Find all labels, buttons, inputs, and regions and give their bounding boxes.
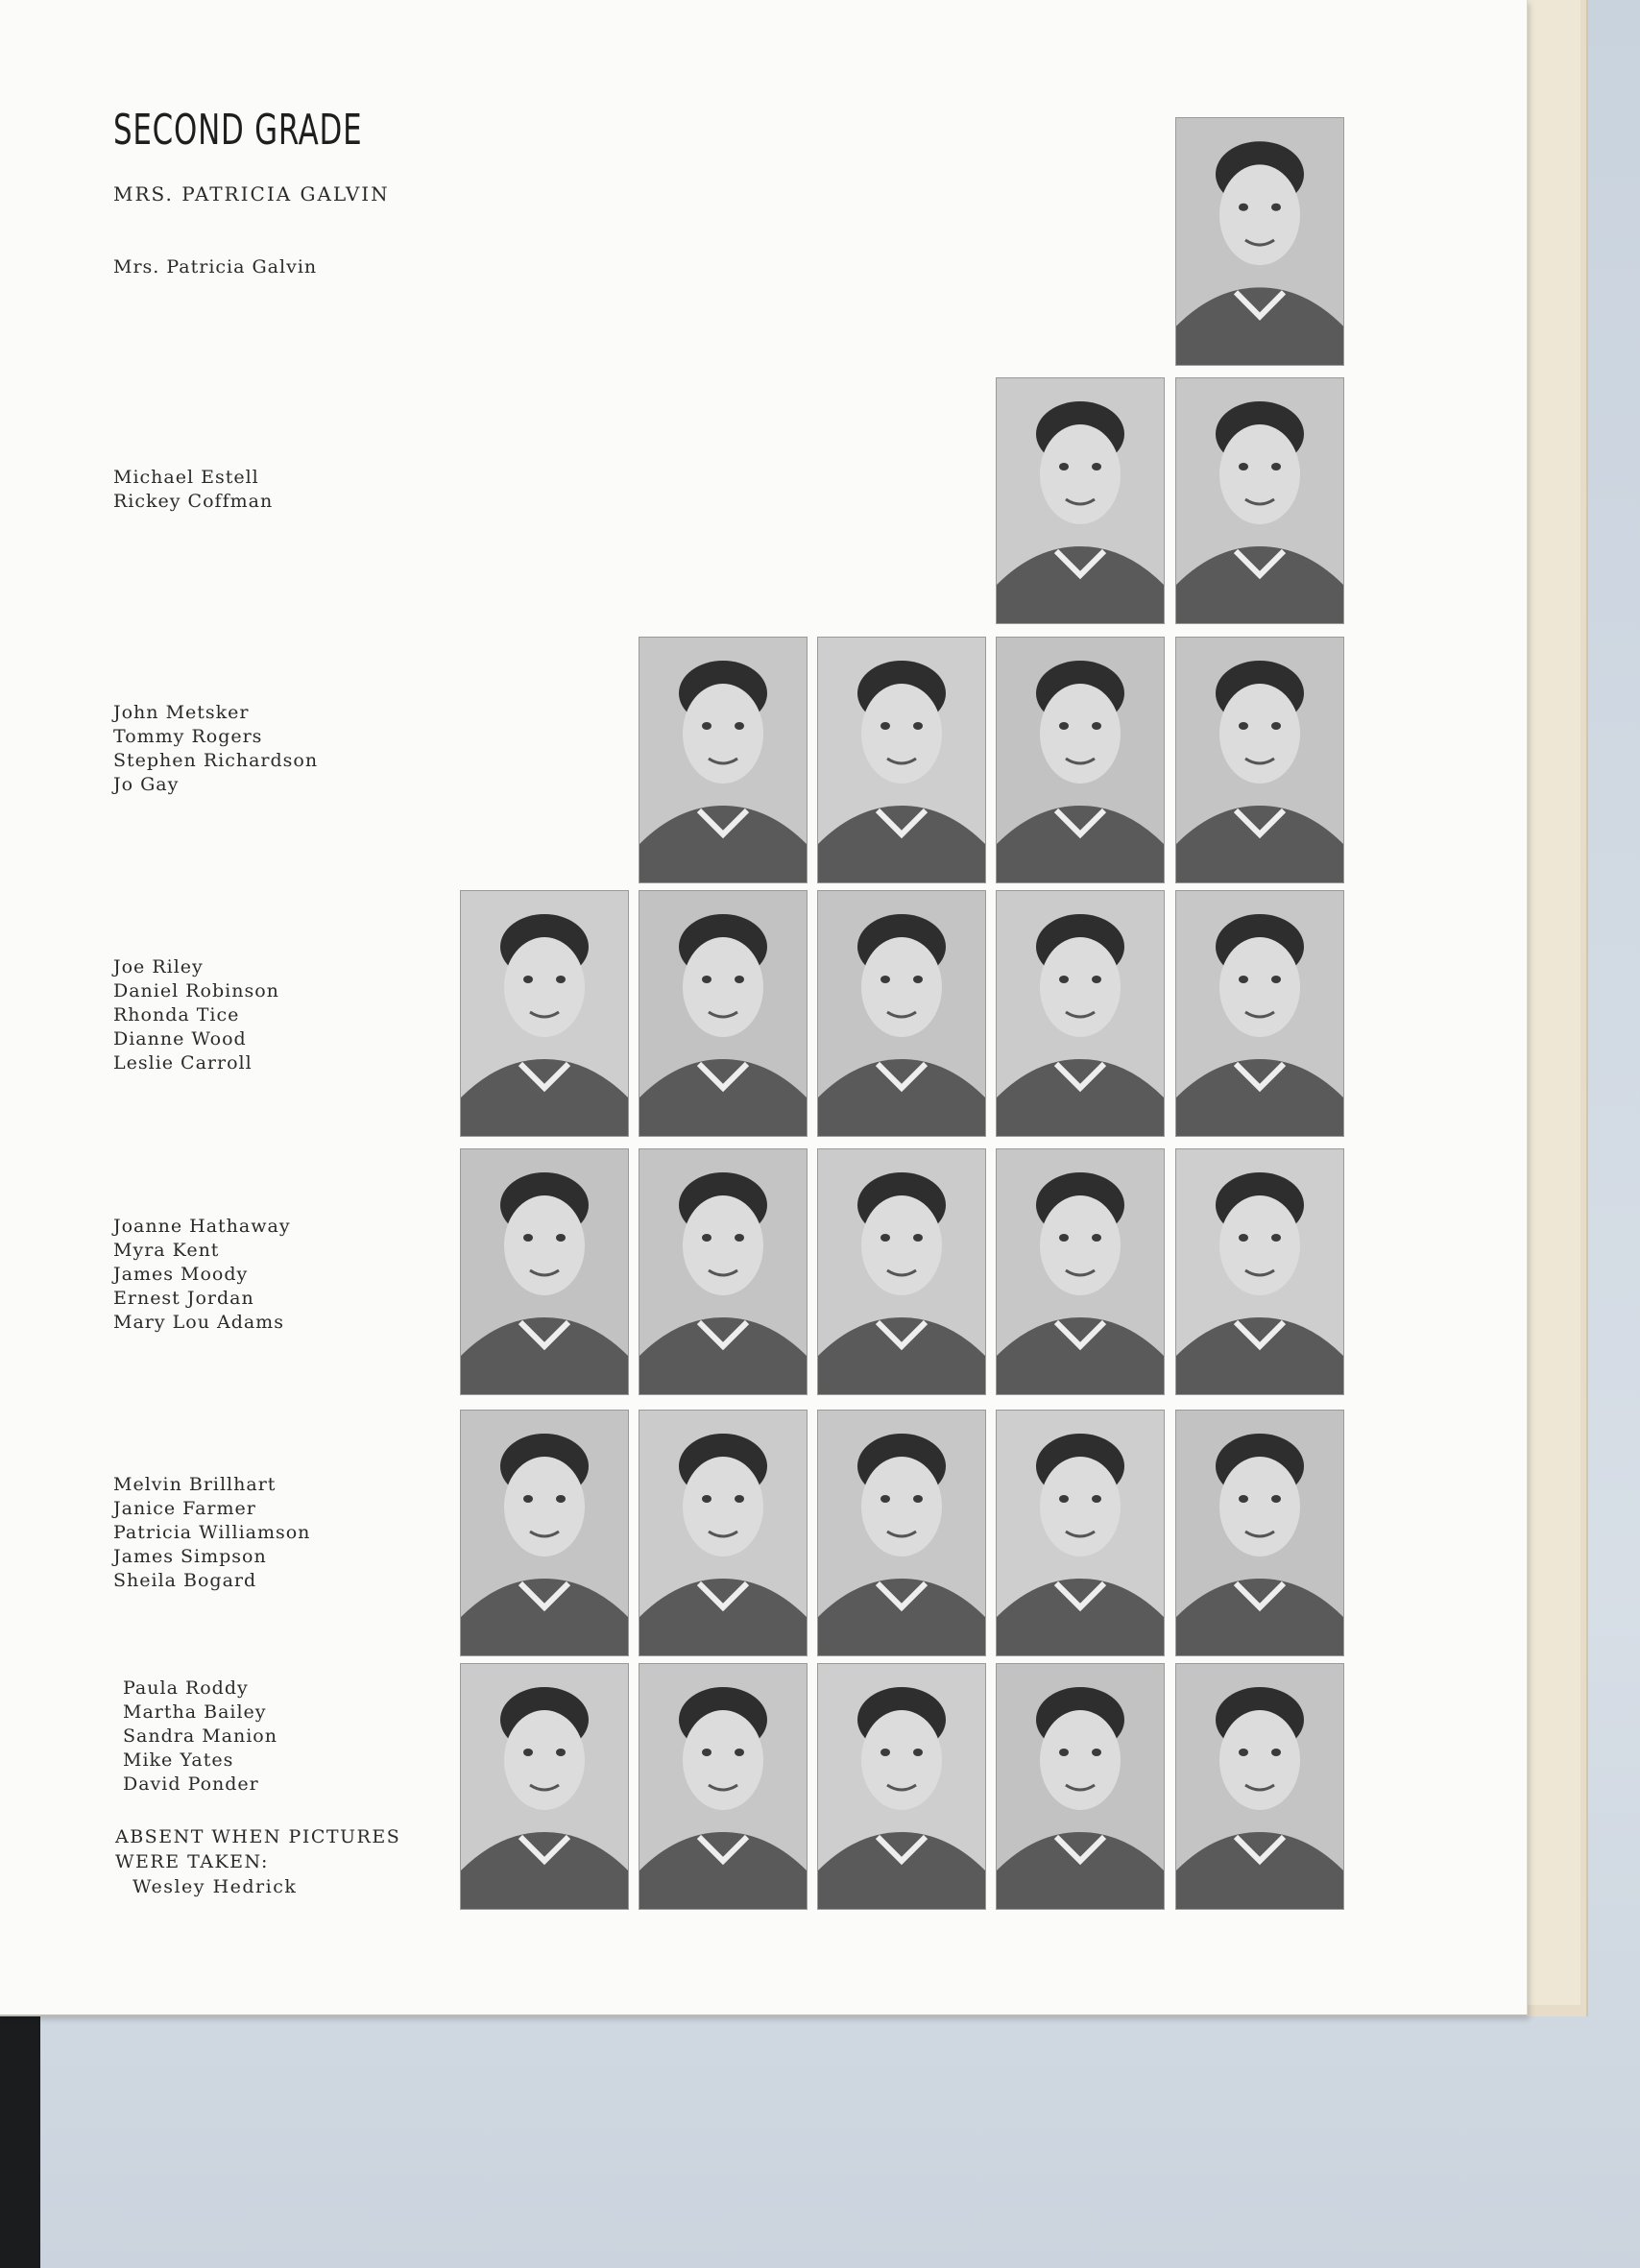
student-name: Sheila Bogard <box>113 1570 257 1591</box>
student-name: Patricia Williamson <box>113 1522 311 1543</box>
student-name: Joanne Hathaway <box>113 1216 291 1237</box>
student-portrait <box>460 1410 629 1656</box>
student-portrait <box>460 890 629 1137</box>
student-name: Daniel Robinson <box>113 980 279 1001</box>
student-portrait <box>639 890 808 1137</box>
student-portrait <box>817 1663 986 1910</box>
student-name: Mrs. Patricia Galvin <box>113 256 318 277</box>
student-name: Jo Gay <box>113 774 180 795</box>
absent-student-name: Wesley Hedrick <box>133 1876 298 1897</box>
absent-heading-line1: ABSENT WHEN PICTURES <box>115 1826 401 1847</box>
student-name: David Ponder <box>123 1773 259 1795</box>
absent-section <box>115 1824 400 1899</box>
student-name: Michael Estell <box>113 467 259 488</box>
student-name: Ernest Jordan <box>113 1288 254 1309</box>
absent-names <box>115 1874 400 1899</box>
student-name: Leslie Carroll <box>113 1052 253 1074</box>
student-name: Sandra Manion <box>123 1725 277 1747</box>
student-portrait <box>817 1410 986 1656</box>
student-portrait <box>996 1148 1165 1395</box>
absent-heading-line2: WERE TAKEN: <box>115 1851 269 1872</box>
names-row-2 <box>113 466 273 514</box>
student-portrait <box>817 890 986 1137</box>
student-portrait <box>1175 1148 1344 1395</box>
student-portrait <box>1175 637 1344 883</box>
student-portrait <box>460 1663 629 1910</box>
student-portrait <box>1175 1663 1344 1910</box>
student-portrait <box>817 637 986 883</box>
student-name: Mike Yates <box>123 1749 234 1771</box>
names-row-5 <box>113 1215 291 1335</box>
student-portrait <box>996 1663 1165 1910</box>
names-row-3 <box>113 701 318 797</box>
student-name: Joe Riley <box>113 956 204 977</box>
student-portrait <box>639 1148 808 1395</box>
names-row-7 <box>123 1677 277 1797</box>
student-name: Rickey Coffman <box>113 491 274 512</box>
names-row-1 <box>113 255 317 279</box>
student-name: Rhonda Tice <box>113 1004 240 1025</box>
student-name: Paula Roddy <box>123 1677 249 1699</box>
student-name: James Simpson <box>113 1546 267 1567</box>
student-portrait <box>996 890 1165 1137</box>
student-name: Dianne Wood <box>113 1028 247 1050</box>
student-portrait <box>996 377 1165 624</box>
names-row-4 <box>113 955 279 1075</box>
student-name: Mary Lou Adams <box>113 1312 284 1333</box>
student-name: John Metsker <box>113 702 250 723</box>
student-name: Martha Bailey <box>123 1701 267 1723</box>
scanner-background <box>0 2012 40 2268</box>
student-portrait <box>460 1148 629 1395</box>
student-portrait <box>639 1663 808 1910</box>
page-title: SECOND GRADE <box>113 106 363 155</box>
student-portrait <box>1175 117 1344 366</box>
student-name: Janice Farmer <box>113 1498 256 1519</box>
student-portrait <box>1175 890 1344 1137</box>
student-name: Stephen Richardson <box>113 750 319 771</box>
student-portrait <box>1175 1410 1344 1656</box>
teacher-heading: MRS. PATRICIA GALVIN <box>113 182 390 205</box>
student-name: James Moody <box>113 1264 249 1285</box>
student-portrait <box>1175 377 1344 624</box>
student-portrait <box>639 637 808 883</box>
student-name: Tommy Rogers <box>113 726 263 747</box>
student-portrait <box>817 1148 986 1395</box>
student-portrait <box>996 1410 1165 1656</box>
student-portrait <box>996 637 1165 883</box>
student-name: Melvin Brillhart <box>113 1474 277 1495</box>
student-name: Myra Kent <box>113 1240 220 1261</box>
student-portrait <box>639 1410 808 1656</box>
names-row-6 <box>113 1473 310 1593</box>
